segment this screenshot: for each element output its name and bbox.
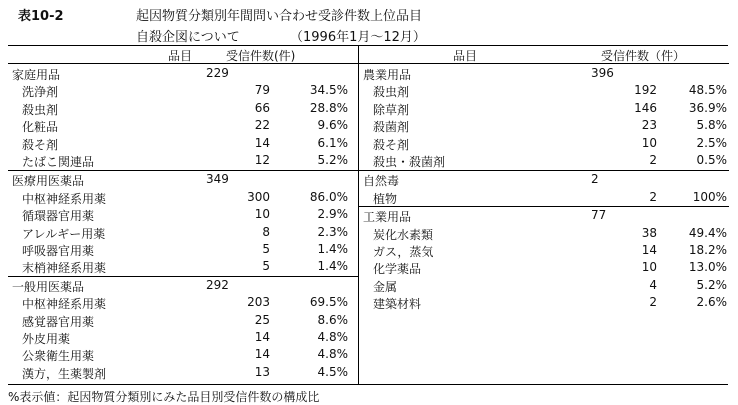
item-count: 192 [634, 83, 657, 98]
item-percent: 2.9% [317, 207, 348, 222]
table-row [8, 117, 358, 134]
item-count: 10 [641, 135, 657, 150]
item-percent: 34.5% [309, 83, 348, 98]
header-count: 受信件数（件） [601, 49, 686, 63]
table-row [8, 329, 358, 346]
item-percent: 4.5% [317, 364, 348, 379]
table-row [359, 294, 729, 311]
group-row [359, 171, 729, 188]
header-item: 品目 [168, 49, 193, 63]
group-name: 農業用品 [363, 68, 412, 82]
item-count: 5 [262, 241, 270, 256]
item-count: 79 [254, 83, 270, 98]
table-row [8, 294, 358, 311]
table-row [359, 189, 729, 206]
item-name: 化粧品 [22, 120, 59, 135]
item-count: 13 [254, 364, 270, 379]
group-total: 2 [591, 172, 599, 187]
group-total: 229 [206, 66, 229, 80]
item-name: 炭化水素類 [373, 227, 434, 242]
table-subheading: 自殺企図について [136, 30, 240, 45]
item-percent: 69.5% [309, 295, 348, 310]
group-name: 一般用医薬品 [12, 279, 85, 294]
item-percent: 9.6% [317, 118, 348, 133]
item-count: 14 [254, 347, 270, 362]
item-name: 中枢神経系用薬 [22, 297, 107, 312]
item-count: 66 [254, 100, 270, 115]
table-row [359, 277, 729, 294]
item-percent: 36.9% [688, 100, 727, 115]
item-count: 300 [247, 189, 270, 204]
right-table-half [358, 46, 729, 384]
group-total: 77 [591, 208, 607, 223]
item-name: 末梢神経系用薬 [22, 261, 107, 276]
group-name: 工業用品 [363, 210, 412, 225]
item-name: アレルギー用薬 [22, 226, 106, 241]
table-row [8, 224, 358, 241]
group-total: 349 [206, 172, 229, 187]
group-block [359, 65, 729, 169]
item-name: 漢方，生薬製剤 [22, 366, 107, 381]
item-percent: 1.4% [317, 259, 348, 274]
header-count: 受信件数(件) [226, 49, 296, 63]
item-percent: 4.8% [317, 329, 348, 344]
item-name: 殺虫剤 [373, 85, 410, 100]
item-percent: 8.6% [317, 312, 348, 327]
item-count: 8 [262, 224, 270, 239]
table-row [359, 259, 729, 276]
table-period: （1996年1月～12月） [290, 30, 426, 45]
item-count: 146 [634, 100, 657, 115]
table-row [8, 135, 358, 152]
item-name: 外皮用薬 [22, 331, 71, 346]
group-row [359, 65, 729, 82]
item-name: 建築材料 [373, 297, 422, 312]
item-name: 洗浄剤 [22, 85, 59, 100]
item-percent: 2.5% [696, 135, 727, 150]
item-name: 殺そ剤 [22, 137, 59, 152]
item-percent: 5.2% [696, 277, 727, 292]
item-name: たばこ関連品 [22, 155, 95, 169]
left-table-half [8, 46, 358, 384]
table-row [8, 152, 358, 169]
item-name: 感覚器官用薬 [22, 314, 95, 329]
item-name: 中枢神経系用薬 [22, 191, 107, 206]
group-total: 396 [591, 66, 614, 80]
item-count: 2 [649, 153, 657, 167]
item-name: 殺虫・殺菌剤 [373, 155, 446, 169]
table-row [359, 152, 729, 169]
group-block [8, 65, 358, 169]
table-row [359, 242, 729, 259]
item-name: 殺虫剤 [22, 102, 59, 117]
table-row [359, 117, 729, 134]
item-count: 14 [254, 135, 270, 150]
group-name: 自然毒 [363, 174, 400, 189]
item-count: 2 [649, 295, 657, 310]
item-count: 22 [254, 118, 270, 133]
item-name: 植物 [373, 191, 398, 206]
item-percent: 0.5% [696, 153, 727, 167]
item-count: 4 [649, 277, 657, 292]
group-row [359, 207, 729, 224]
group-row [8, 277, 358, 294]
data-table [8, 45, 728, 385]
item-percent: 6.1% [317, 135, 348, 150]
column-header [8, 46, 358, 64]
table-heading: 起因物質分類別年間問い合わせ受診件数上位品目 [136, 9, 423, 24]
table-row [8, 364, 358, 381]
table-row [8, 189, 358, 206]
item-count: 2 [649, 189, 657, 204]
table-row [8, 206, 358, 223]
item-percent: 48.5% [688, 83, 727, 98]
item-percent: 28.8% [309, 100, 348, 115]
item-name: 循環器官用薬 [22, 209, 95, 224]
item-count: 5 [262, 259, 270, 274]
table-row [8, 258, 358, 275]
item-name: 公衆衛生用薬 [22, 349, 95, 364]
table-row [359, 82, 729, 99]
table-row [8, 82, 358, 99]
item-percent: 4.8% [317, 347, 348, 362]
item-count: 14 [641, 242, 657, 257]
item-name: 金属 [373, 279, 398, 294]
item-percent: 5.8% [696, 118, 727, 133]
item-name: 殺そ剤 [373, 137, 410, 152]
item-name: 呼吸器官用薬 [22, 243, 95, 258]
item-percent: 2.6% [696, 295, 727, 310]
item-name: 殺菌剤 [373, 120, 410, 135]
item-percent: 13.0% [688, 260, 727, 275]
column-header [359, 46, 729, 64]
item-count: 10 [254, 207, 270, 222]
group-block [8, 170, 358, 275]
item-count: 10 [641, 260, 657, 275]
table-row [8, 241, 358, 258]
footnote: %表示値：起因物質分類別にみた品目別受信件数の構成比 [8, 390, 320, 404]
group-row [8, 65, 358, 82]
table-row [359, 135, 729, 152]
table-row [359, 100, 729, 117]
item-count: 38 [641, 225, 657, 240]
table-number: 表10-2 [18, 9, 64, 24]
table-row [8, 346, 358, 363]
table-row [8, 100, 358, 117]
item-percent: 18.2% [688, 242, 727, 257]
group-name: 家庭用品 [12, 68, 61, 82]
table-row [8, 312, 358, 329]
item-name: 化学薬品 [373, 262, 422, 277]
item-name: ガス，蒸気 [373, 244, 434, 259]
item-percent: 2.3% [317, 224, 348, 239]
group-block [359, 170, 729, 206]
item-count: 25 [254, 312, 270, 327]
item-count: 14 [254, 329, 270, 344]
group-total: 292 [206, 277, 229, 292]
item-count: 203 [247, 295, 270, 310]
item-percent: 49.4% [688, 225, 727, 240]
item-name: 除草剤 [373, 102, 410, 117]
item-count: 12 [254, 153, 270, 167]
item-count: 23 [641, 118, 657, 133]
item-percent: 86.0% [309, 189, 348, 204]
group-name: 医療用医薬品 [12, 174, 85, 189]
item-percent: 5.2% [317, 153, 348, 167]
group-row [8, 171, 358, 188]
table-row [359, 225, 729, 242]
group-block [8, 276, 358, 381]
item-percent: 100% [692, 189, 727, 204]
item-percent: 1.4% [317, 241, 348, 256]
group-block [359, 206, 729, 311]
header-item: 品目 [453, 49, 478, 63]
